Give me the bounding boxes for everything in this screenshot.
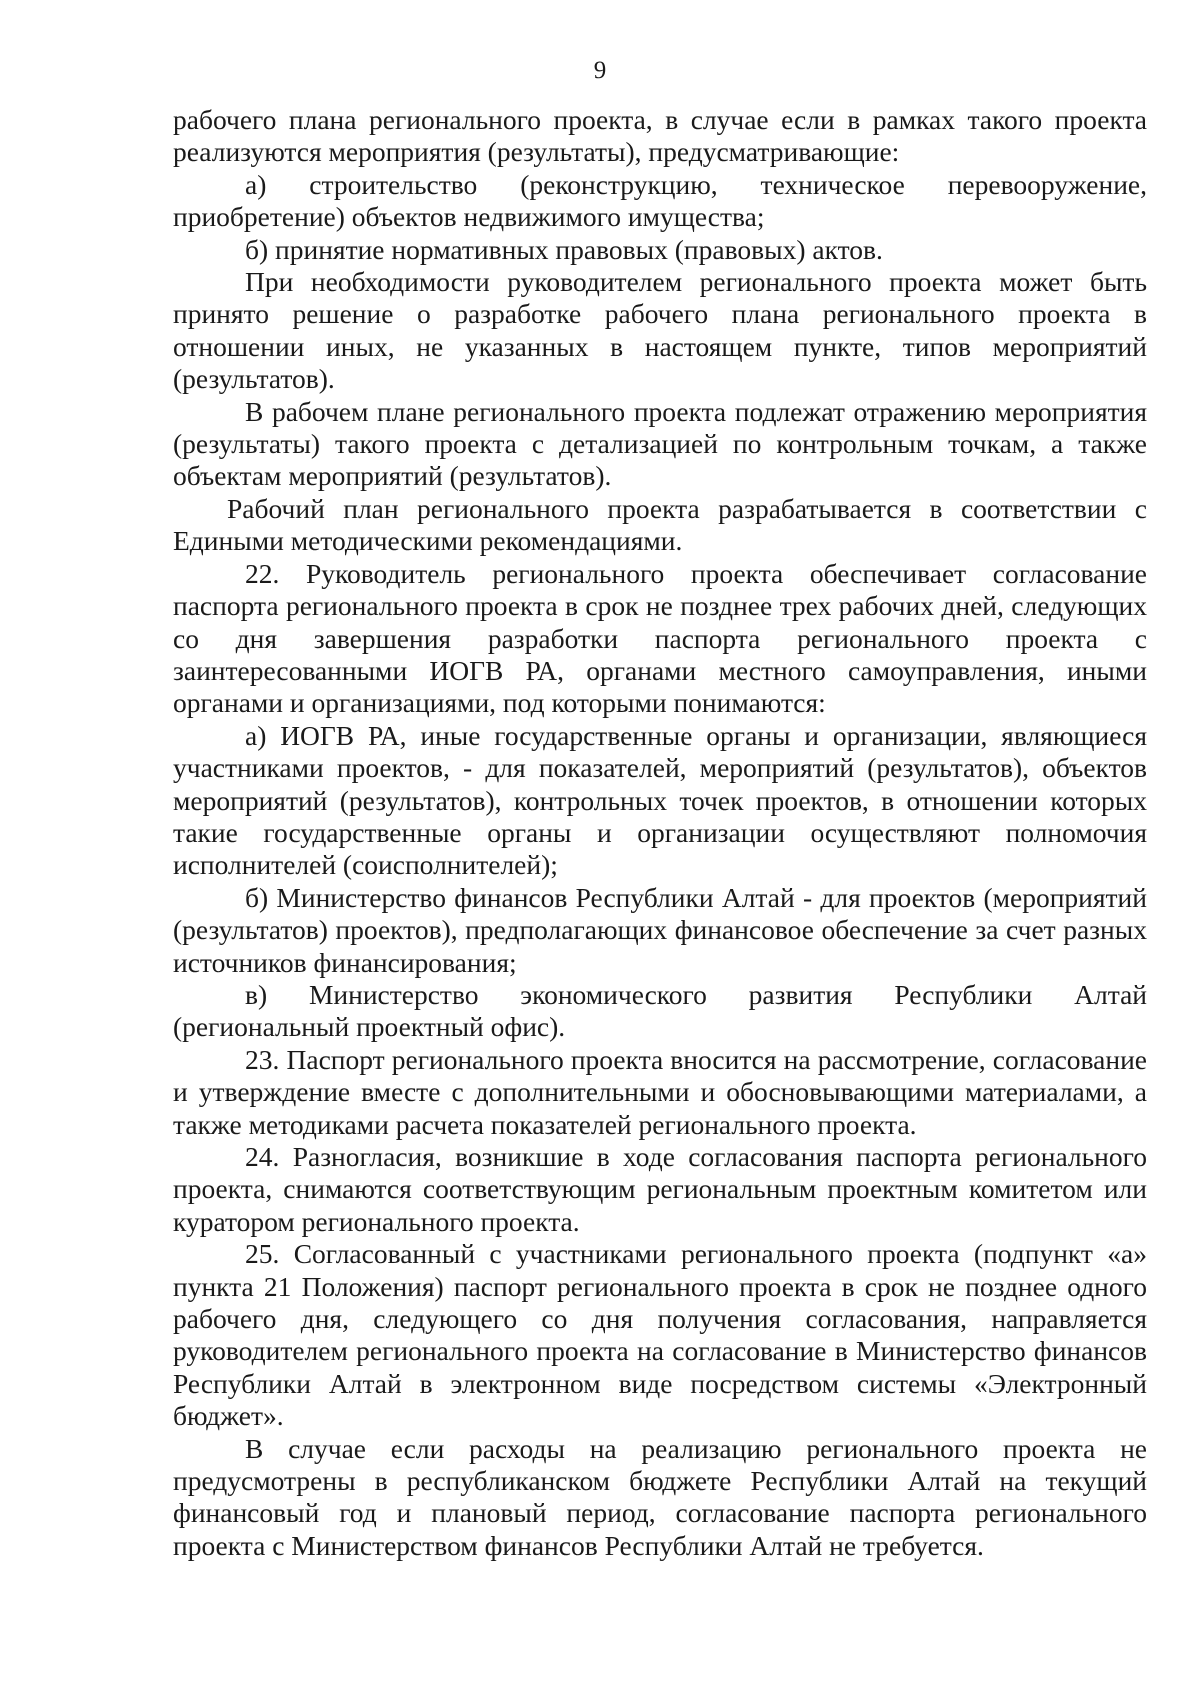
paragraph-item-a-construction: а) строительство (реконструкцию, техническое перевооружение, приобретение) объектов недвижимого имущества; bbox=[173, 168, 1147, 233]
paragraph-working-plan-methodology: Рабочий план регионального проекта разрабатывается в соответствии с Едиными методическими рекомендациями. bbox=[173, 492, 1147, 557]
paragraph-budget-exception: В случае если расходы на реализацию регионального проекта не предусмотрены в республиканском бюджете Республики Алтай на текущий финансовый год и плановый период, согласование паспорта регионального проекта с Министерством финансов Республики Алтай не требуется. bbox=[173, 1432, 1147, 1561]
paragraph-decision-other-types: При необходимости руководителем регионального проекта может быть принято решение о разработке рабочего плана регионального проекта в отношении иных, не указанных в настоящем пункте, типов мероприятий (результатов). bbox=[173, 266, 1147, 395]
paragraph-22-item-a: а) ИОГВ РА, иные государственные органы и организации, являющиеся участниками проектов, - для показателей, мероприятий (результатов), объектов мероприятий (результатов), контрольных точек проектов, в отношении которых такие государственные органы и организации осуществляют полномочия исполнителей (соисполнителей); bbox=[173, 719, 1147, 881]
paragraph-item-b-acts: б) принятие нормативных правовых (правовых) актов. bbox=[245, 233, 883, 265]
document-body bbox=[173, 104, 1147, 1562]
paragraph-working-plan-continuation: рабочего плана регионального проекта, в случае если в рамках такого проекта реализуются мероприятия (результаты), предусматривающие: bbox=[173, 104, 1147, 168]
paragraph-24-disagreements: 24. Разногласия, возникшие в ходе согласования паспорта регионального проекта, снимаются соответствующим региональным проектным комитетом или куратором регионального проекта. bbox=[173, 1141, 1147, 1237]
page-number: 9 bbox=[593, 57, 607, 84]
paragraph-working-plan-contents: В рабочем плане регионального проекта подлежат отражению мероприятия (результаты) такого проекта с детализацией по контрольным точкам, а также объектам мероприятий (результатов). bbox=[173, 395, 1147, 492]
paragraph-22-approval: 22. Руководитель регионального проекта обеспечивает согласование паспорта регионального проекта в срок не позднее трех рабочих дней, следующих со дня завершения разработки паспорта регионального проекта с заинтересованными ИОГВ РА, органами местного самоуправления, иными органами и организациями, под которыми понимаются: bbox=[173, 557, 1147, 719]
paragraph-25-ministry-approval: 25. Согласованный с участниками регионального проекта (подпункт «а» пункта 21 Положения) паспорт регионального проекта в срок не позднее одного рабочего дня, следующего со дня получения согласования, направляется руководителем регионального проекта на согласование в Министерство финансов Республики Алтай в электронном виде посредством системы «Электронный бюджет». bbox=[173, 1238, 1147, 1432]
paragraph-22-item-v: в) Министерство экономического развития Республики Алтай (региональный проектный офис). bbox=[173, 978, 1147, 1043]
paragraph-23-submission: 23. Паспорт регионального проекта вносится на рассмотрение, согласование и утверждение вместе с дополнительными и обосновывающими материалами, а также методиками расчета показателей регионального проекта. bbox=[173, 1043, 1147, 1140]
paragraph-22-item-b: б) Министерство финансов Республики Алтай - для проектов (мероприятий (результатов) проектов), предполагающих финансовое обеспечение за счет разных источников финансирования; bbox=[173, 881, 1147, 978]
